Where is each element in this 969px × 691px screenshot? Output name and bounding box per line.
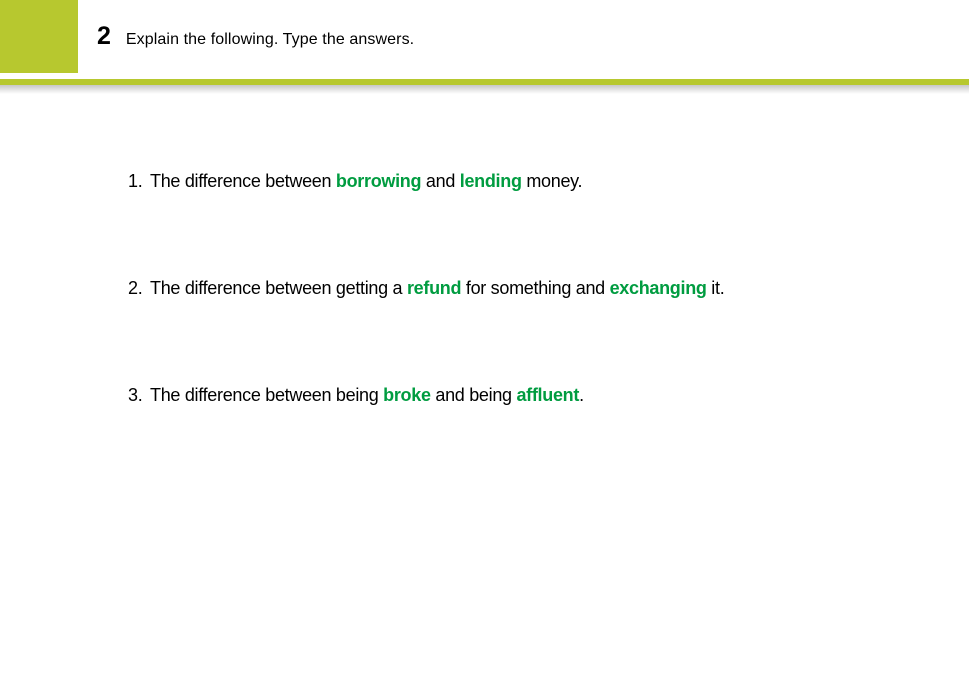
item-text-segment: The difference between getting a: [150, 278, 407, 298]
exercise-item-1: [128, 170, 929, 192]
item-text: [150, 384, 929, 406]
item-text-segment: and: [421, 171, 460, 191]
item-text-segment: and being: [430, 385, 517, 405]
item-text-segment: .: [579, 385, 584, 405]
exercise-number: 2: [97, 22, 111, 50]
vocabulary-term: borrowing: [335, 171, 422, 191]
vocabulary-term: lending: [459, 171, 522, 191]
vocabulary-term: affluent: [516, 385, 580, 405]
item-number: 1.: [128, 171, 143, 191]
item-number: 2.: [128, 278, 143, 298]
vocabulary-term: broke: [383, 385, 431, 405]
item-text-segment: it.: [706, 278, 725, 298]
exercise-item-2: [128, 277, 929, 299]
exercise-item-3: [128, 384, 929, 406]
item-text: [150, 277, 929, 299]
exercise-header: [97, 24, 414, 49]
item-text-segment: money.: [521, 171, 583, 191]
divider-drop-shadow: [0, 85, 969, 94]
item-text-segment: The difference between being: [150, 385, 384, 405]
vocabulary-term: exchanging: [609, 278, 707, 298]
item-number: 3.: [128, 385, 143, 405]
vocabulary-term: refund: [406, 278, 462, 298]
item-text-segment: The difference between: [150, 171, 336, 191]
accent-corner-square: [0, 0, 78, 73]
exercise-instruction: Explain the following. Type the answers.: [125, 31, 415, 48]
exercise-item-list: [128, 170, 929, 491]
item-text: [150, 170, 929, 192]
item-text-segment: for something and: [461, 278, 610, 298]
